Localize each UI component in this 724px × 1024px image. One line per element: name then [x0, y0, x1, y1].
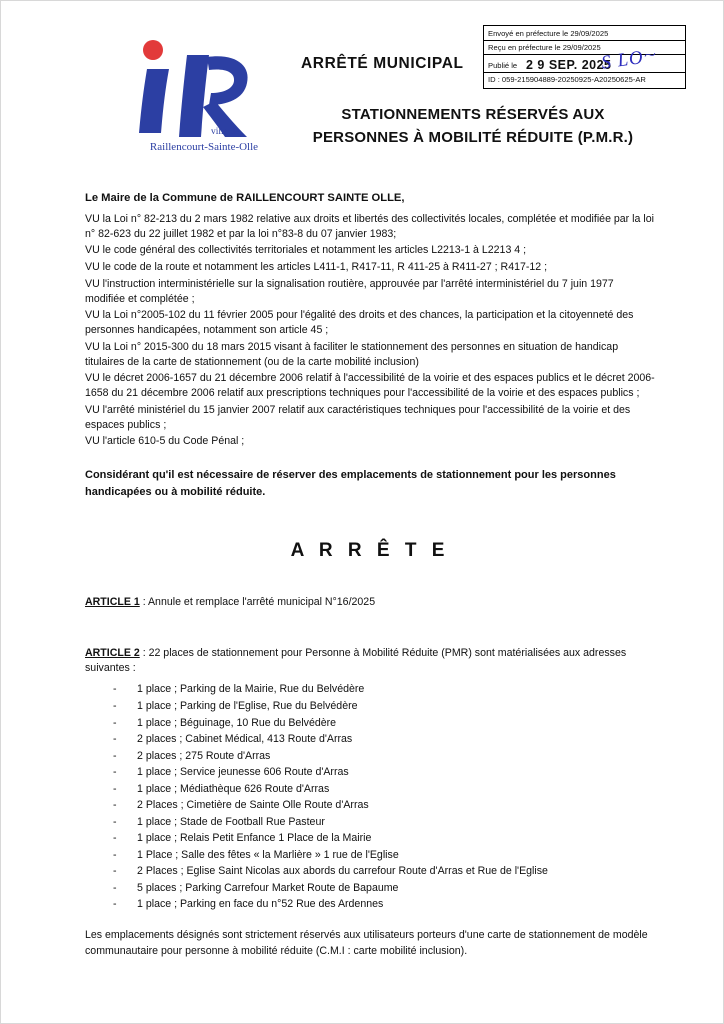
- list-item: [85, 798, 655, 813]
- list-item: [85, 749, 655, 764]
- vu-line: VU le décret 2006-1657 du 21 décembre 2006 relatif à l'accessibilité de la voirie et des espaces publics et le décret 2006-1658 du 21 décembre 2006 relatif aux prescriptions techniques pour l'accessibilité de la voirie et des espaces publics ;: [85, 372, 655, 400]
- list-item: [85, 699, 655, 714]
- list-item-label: 2 Places ; Eglise Saint Nicolas aux abords du carrefour Route d'Arras et Rue de l'Eglise: [137, 865, 548, 878]
- subtitle-line-1: STATIONNEMENTS RÉSERVÉS AUX: [341, 106, 605, 123]
- vu-line: VU le code de la route et notamment les articles L411-1, R417-11, R 411-25 à R411-27 ; R417-12 ;: [85, 261, 548, 273]
- article-2-label: ARTICLE 2: [85, 647, 140, 660]
- article-1-label: ARTICLE 1: [85, 596, 140, 609]
- list-item: [85, 881, 655, 896]
- vu-line: VU le code général des collectivités territoriales et notamment les articles L2213-1 à L2213 4 ;: [85, 244, 527, 257]
- document-body: [85, 191, 655, 959]
- list-item-label: 1 place ; Parking de la Mairie, Rue du Belvédère: [137, 683, 365, 696]
- commune-logo: [109, 37, 289, 157]
- article-2: [85, 646, 655, 676]
- article-1: [85, 595, 655, 610]
- dash-bullet-icon: -: [113, 832, 117, 845]
- signature-swirl-icon: ~: [643, 46, 657, 63]
- list-item-label: 1 place ; Stade de Football Rue Pasteur: [137, 815, 325, 828]
- logo-commune-name: Raillencourt-Sainte-Olle: [149, 141, 259, 153]
- dash-bullet-icon: -: [113, 766, 117, 779]
- parking-places-list: [85, 682, 655, 912]
- signature-text: S LO: [600, 47, 646, 74]
- list-item: [85, 831, 655, 846]
- dash-bullet-icon: -: [113, 683, 117, 696]
- stamp-divider-1: [484, 40, 685, 41]
- list-item-label: 1 place ; Service jeunesse 606 Route d'Arras: [137, 766, 349, 779]
- list-item-label: 1 place ; Médiathèque 626 Route d'Arras: [137, 782, 330, 795]
- dash-bullet-icon: -: [113, 716, 117, 729]
- dash-bullet-icon: -: [113, 898, 117, 911]
- dash-bullet-icon: -: [113, 815, 117, 828]
- dash-bullet-icon: -: [113, 733, 117, 746]
- article-2-text: : 22 places de stationnement pour Personne à Mobilité Réduite (PMR) sont matérialisées aux adresses suivantes :: [85, 647, 627, 675]
- vu-list: [85, 212, 655, 449]
- stamp-id-line: ID : 059-215904889-20250925-A20250625-AR: [488, 75, 646, 84]
- dash-bullet-icon: -: [113, 782, 117, 795]
- subtitle-line-2: PERSONNES À MOBILITÉ RÉDUITE (P.M.R.): [312, 128, 634, 146]
- stamp-received-line: Reçu en préfecture le 29/09/2025: [488, 43, 601, 52]
- page-title: ARRÊTÉ MUNICIPAL: [301, 55, 464, 72]
- stamp-published-date: 2 9 SEP. 2025: [526, 58, 612, 72]
- list-item-label: 2 Places ; Cimetière de Sainte Olle Route d'Arras: [137, 799, 369, 812]
- logo-ville-label: ville de: [211, 127, 240, 137]
- list-item-label: 2 places ; 275 Route d'Arras: [137, 749, 271, 762]
- list-item: [85, 897, 655, 912]
- vu-line: VU la Loi n° 82-213 du 2 mars 1982 relative aux droits et libertés des collectivités locales, complétée et modifiée par la loi n° 82-623 du 22 juillet 1982 et par la loi n°83-8 du 07 janvier 1983;: [85, 212, 654, 240]
- dash-bullet-icon: -: [113, 749, 117, 762]
- list-item-label: 5 places ; Parking Carrefour Market Route de Bapaume: [137, 881, 399, 894]
- vu-line: VU l'article 610-5 du Code Pénal ;: [85, 435, 245, 448]
- arrete-heading: A R R Ê T E: [290, 540, 450, 562]
- list-item: [85, 765, 655, 780]
- mayor-line: Le Maire de la Commune de RAILLENCOURT SAINTE OLLE,: [85, 192, 405, 204]
- list-item-label: 2 places ; Cabinet Médical, 413 Route d'Arras: [137, 733, 353, 746]
- considerant-paragraph: Considérant qu'il est nécessaire de réserver des emplacements de stationnement pour les personnes handicapées ou à mobilité réduite.: [85, 469, 616, 498]
- vu-line: VU la Loi n° 2015-300 du 18 mars 2015 visant à faciliter le stationnement des personnes en situation de handicap titulaires de la carte de stationnement (ou de la carte mobilité inclusion): [85, 340, 619, 368]
- article-1-text: : Annule et remplace l'arrêté municipal N°16/2025: [139, 596, 376, 609]
- closing-paragraph: Les emplacements désignés sont strictement réservés aux utilisateurs porteurs d'une carte de stationnement de modèle communautaire pour personne à mobilité réduite (C.M.I : carte mobilité inclusion).: [85, 929, 648, 957]
- dash-bullet-icon: -: [113, 865, 117, 878]
- list-item: [85, 682, 655, 697]
- vu-line: VU l'instruction interministérielle sur la signalisation routière, approuvée par l'arrêté interministériel du 7 juin 1977 modifiée et complétée ;: [85, 277, 614, 305]
- list-item: [85, 716, 655, 731]
- list-item-label: 1 place ; Relais Petit Enfance 1 Place de la Mairie: [137, 832, 372, 845]
- list-item-label: 1 Place ; Salle des fêtes « la Marlière » 1 rue de l'Eglise: [137, 848, 399, 861]
- list-item: [85, 732, 655, 747]
- page-subtitle: [263, 104, 683, 149]
- list-item-label: 1 place ; Béguinage, 10 Rue du Belvédère: [137, 716, 337, 729]
- dash-bullet-icon: -: [113, 699, 117, 712]
- list-item-label: 1 place ; Parking en face du n°52 Rue des Ardennes: [137, 898, 384, 911]
- list-item: [85, 782, 655, 797]
- list-item-label: 1 place ; Parking de l'Eglise, Rue du Belvédère: [137, 699, 358, 712]
- stamp-published-label: Publié le: [488, 61, 518, 70]
- vu-line: VU la Loi n°2005-102 du 11 février 2005 pour l'égalité des droits et des chances, la participation et la citoyenneté des personnes handicapées, notamment son article 45 ;: [85, 309, 634, 337]
- vu-line: VU l'arrêté ministériel du 15 janvier 2007 relatif aux caractéristiques techniques pour l'accessibilité de la voirie et des espaces publics ;: [85, 403, 631, 431]
- list-item: [85, 815, 655, 830]
- stamp-sent-line: Envoyé en préfecture le 29/09/2025: [488, 29, 609, 38]
- dash-bullet-icon: -: [113, 881, 117, 894]
- dash-bullet-icon: -: [113, 848, 117, 861]
- dash-bullet-icon: -: [113, 799, 117, 812]
- list-item: [85, 848, 655, 863]
- list-item: [85, 864, 655, 879]
